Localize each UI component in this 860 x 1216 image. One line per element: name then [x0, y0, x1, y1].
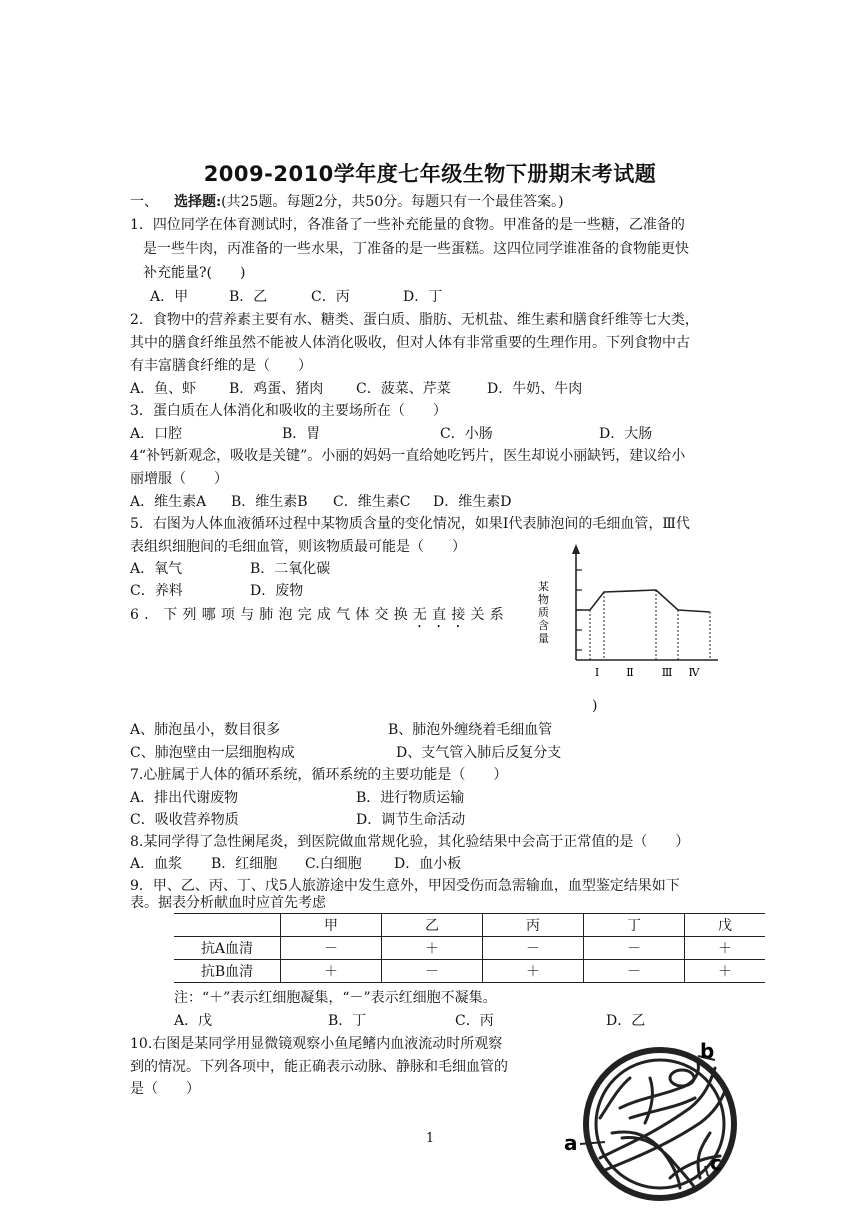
y-label-char: 物	[538, 593, 549, 606]
q1-line2: 是一些牛肉，丙准备的一些水果，丁准备的是一些蛋糕。这四位同学谁准备的食物能更快	[143, 241, 689, 257]
table-cell: ＋	[382, 937, 483, 960]
x-tick-label: Ⅳ	[688, 666, 700, 679]
q1-line1: 1．四位同学在体育测试时，各准备了一些补充能量的食物。甲准备的是一些糖，乙准备的	[130, 217, 685, 233]
q7-line1: 7.心脏属于人体的循环系统，循环系统的主要功能是（ ）	[130, 767, 508, 783]
q3-option-b: B．胃	[282, 426, 321, 442]
q8-option-a: A．血浆	[130, 856, 183, 872]
table-row	[174, 937, 765, 960]
y-label-char: 含	[538, 619, 549, 632]
q5-line2: 表组织细胞间的毛细血管，则该物质最可能是（ ）	[130, 539, 466, 555]
table-cell: ＋	[685, 960, 766, 983]
q4-option-c: C．维生素C	[333, 494, 411, 510]
q6-line1	[130, 604, 509, 631]
q6-text-post: 关系	[470, 607, 509, 623]
substance-content-line	[576, 590, 710, 612]
q6-emphasis: 无直接	[412, 607, 471, 623]
q6-option-b: B、肺泡外缠绕着毛细血管	[388, 722, 553, 738]
table-header-cell: 甲	[281, 914, 382, 937]
q2-line2: 其中的膳食纤维虽然不能被人体消化吸收，但对人体有非常重要的生理作用。下列食物中古	[130, 335, 690, 351]
q10-line1: 10.右图是某同学用显微镜观察小鱼尾鳍内血液流动时所观察	[130, 1036, 503, 1052]
q7-option-b: B．进行物质运输	[356, 790, 465, 806]
table-cell: ＋	[483, 960, 584, 983]
q4-line2: 丽增服（ ）	[130, 471, 228, 487]
table-cell: ＋	[685, 937, 766, 960]
label-a: a	[564, 1131, 578, 1155]
section-number: 一、	[130, 194, 158, 210]
q6-option-a: A、肺泡虽小，数目很多	[130, 722, 281, 738]
x-tick-label: Ⅲ	[661, 666, 673, 679]
table-cell: －	[382, 960, 483, 983]
table-header-cell: 戊	[685, 914, 766, 937]
blood-type-table	[174, 913, 765, 983]
table-cell: ＋	[281, 960, 382, 983]
y-axis-arrow	[572, 544, 580, 554]
x-tick-label: Ⅰ	[594, 666, 600, 679]
table-row	[174, 960, 765, 983]
q2-option-d: D．牛奶、牛肉	[487, 381, 583, 397]
q10-line3: 是（ ）	[130, 1081, 200, 1097]
q9-option-d: D．乙	[606, 1013, 646, 1029]
q1-option-d: D．丁	[403, 289, 443, 305]
table-cell: －	[281, 937, 382, 960]
q9-option-c: C．丙	[455, 1013, 494, 1029]
vessel-cross-section	[670, 1070, 694, 1086]
table-cell: －	[584, 937, 685, 960]
q4-option-a: A．维生素A	[130, 494, 207, 510]
q8-option-c: C.白细胞	[305, 856, 362, 872]
q2-line3: 有丰富膳食纤维的是（ ）	[130, 358, 312, 374]
q3-option-a: A．口腔	[130, 426, 183, 442]
table-cell: －	[584, 960, 685, 983]
table-header-row	[174, 914, 765, 937]
q10-line2: 到的情况。下列各项中，能正确表示动脉、静脉和毛细血管的	[130, 1059, 508, 1075]
q7-option-d: D．调节生命活动	[356, 812, 466, 828]
table-header-cell: 丙	[483, 914, 584, 937]
q5-option-c: C．养料	[130, 583, 183, 599]
q2-line1: 2．食物中的营养素主要有水、糖类、蛋白质、脂肪、无机盐、维生素和膳食纤维等七大类，	[130, 312, 699, 328]
q5-line1: 5．右图为人体血液循环过程中某物质含量的变化情况，如果Ⅰ代表肺泡间的毛细血管，Ⅲ代	[130, 516, 690, 532]
q5-option-b: B．二氧化碳	[250, 561, 331, 577]
y-label-char: 某	[538, 580, 549, 593]
microscope-field-outer	[586, 1050, 734, 1198]
q1-option-b: B．乙	[229, 289, 268, 305]
q4-option-b: B．维生素B	[231, 494, 308, 510]
q6-option-d: D、支气管入肺后反复分支	[396, 745, 562, 761]
q3-line1: 3．蛋白质在人体消化和吸收的主要场所在（ ）	[130, 403, 447, 419]
y-label-char: 量	[538, 632, 549, 645]
q8-option-d: D．血小板	[394, 856, 462, 872]
q8-option-b: B．红细胞	[211, 856, 278, 872]
q9-option-b: B．丁	[328, 1013, 367, 1029]
q3-option-c: C．小肠	[440, 426, 493, 442]
q9-line1: 9．甲、乙、丙、丁、戊5人旅游途中发生意外，甲因受伤而急需输血，血型鉴定结果如下	[130, 878, 680, 894]
q2-option-c: C．菠菜、芹菜	[356, 381, 451, 397]
y-label-char: 质	[538, 606, 549, 619]
table-header-cell: 乙	[382, 914, 483, 937]
q8-line1: 8.某同学得了急性阑尾炎，到医院做血常规化验，其化验结果中会高于正常值的是（ ）	[130, 834, 690, 850]
section-heading	[130, 191, 564, 213]
label-c: c	[710, 1151, 722, 1175]
q6-text-pre: 6．下列哪项与肺泡完成气体交换	[130, 607, 413, 623]
page-title: 2009-2010学年度七年级生物下册期末考试题	[203, 162, 657, 186]
q5-option-a: A．氧气	[130, 561, 183, 577]
table-row-label: 抗A血清	[174, 937, 281, 960]
x-tick-label: Ⅱ	[626, 666, 634, 679]
q5-option-d: D．废物	[250, 583, 304, 599]
q4-option-d: D．维生素D	[433, 494, 512, 510]
label-b: b	[700, 1039, 715, 1063]
q1-line3: 补充能量?( )	[143, 265, 246, 281]
q9-option-a: A．戊	[174, 1013, 213, 1029]
table-row-label: 抗B血清	[174, 960, 281, 983]
table-header-cell: 丁	[584, 914, 685, 937]
q3-option-d: D．大肠	[599, 426, 653, 442]
table-cell: －	[483, 937, 584, 960]
q9-note: 注：“＋”表示红细胞凝集，“－”表示红细胞不凝集。	[174, 990, 497, 1006]
q2-option-b: B．鸡蛋、猪肉	[229, 381, 324, 397]
q1-option-c: C．丙	[311, 289, 350, 305]
fish-tail-blood-vessel-figure	[560, 1038, 760, 1210]
q7-option-c: C．吸收营养物质	[130, 812, 239, 828]
q4-line1: 4“补钙新观念，吸收是关键”。小丽的妈妈一直给她吃钙片，医生却说小丽缺钙，建议给小	[130, 448, 686, 464]
table-cell	[174, 914, 281, 937]
q2-option-a: A．鱼、虾	[130, 381, 197, 397]
section-label: 选择题:	[174, 194, 222, 210]
q7-option-a: A．排出代谢废物	[130, 790, 239, 806]
q1-option-a: A．甲	[150, 289, 189, 305]
page-number: 1	[425, 1131, 435, 1146]
q6-close-paren: )	[592, 698, 598, 714]
substance-content-chart	[528, 540, 733, 685]
q6-option-c: C、肺泡壁由一层细胞构成	[130, 745, 295, 761]
section-description: (共25题。每题2分，共50分。每题只有一个最佳答案。)	[221, 194, 564, 210]
q9-line2: 表。据表分析献血时应首先考虑	[130, 895, 326, 911]
